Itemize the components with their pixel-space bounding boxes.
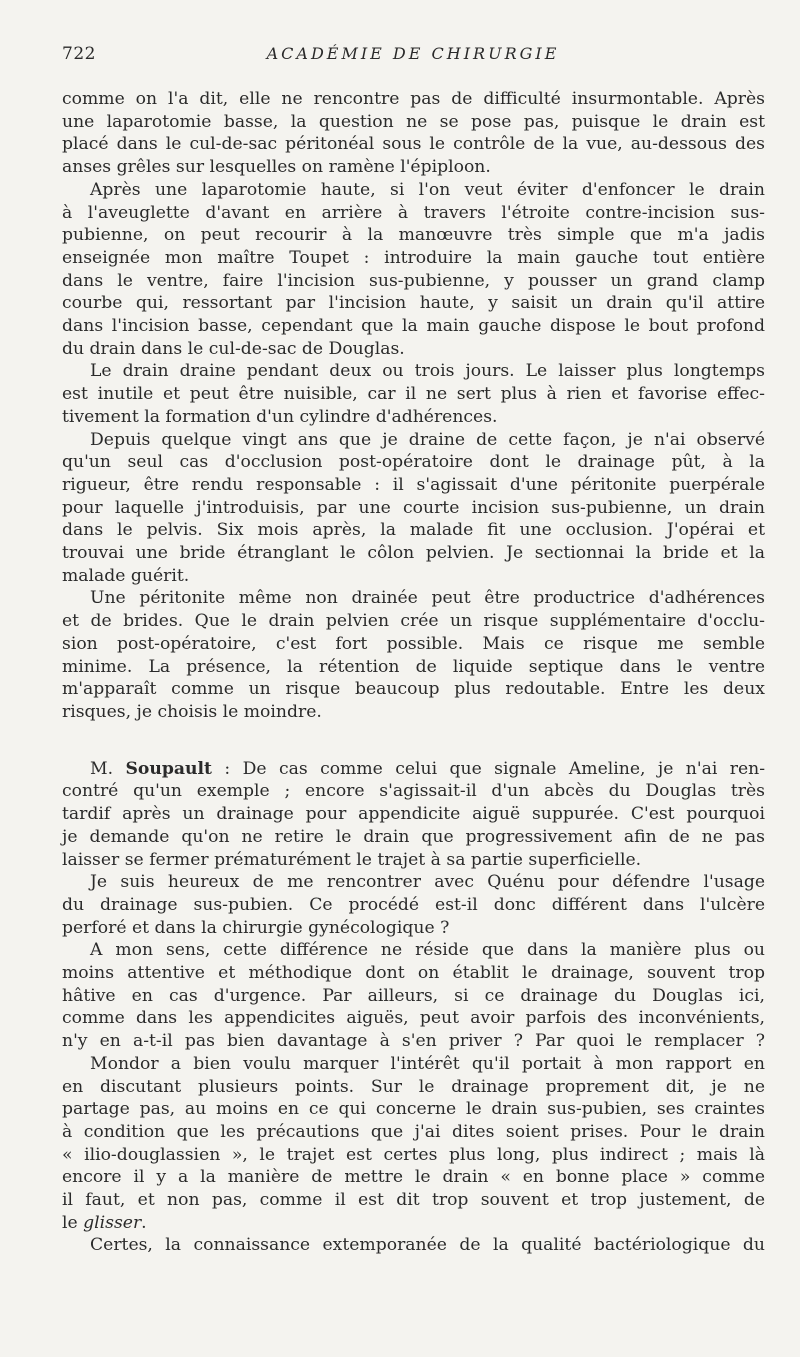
text-line: rigueur, être rendu responsable : il s'agissait d'une péritonite puerpérale xyxy=(62,474,765,495)
paragraph xyxy=(62,88,765,179)
text-line: est inutile et peut être nuisible, car il ne sert plus à rien et favorise effec- xyxy=(62,384,765,405)
text-line: qu'un seul cas d'occlusion post-opératoire dont le drainage pût, à la xyxy=(62,452,765,473)
text-line: Depuis quelque vingt ans que je draine de cette façon, je n'ai observé xyxy=(90,429,765,450)
intervention-paragraph xyxy=(62,758,765,872)
text-line: Mondor a bien voulu marquer l'intérêt qu'il portait à mon rapport en xyxy=(90,1053,765,1074)
text-line: Après une laparotomie haute, si l'on veut éviter d'enfoncer le drain xyxy=(90,179,765,200)
text-line: enseignée mon maître Toupet : introduire la main gauche tout entière xyxy=(62,247,765,268)
text-line: à condition que les précautions que j'ai dites soient prises. Pour le drain xyxy=(62,1121,765,1142)
paragraph xyxy=(62,871,765,939)
speaker-prefix: M. xyxy=(90,758,114,779)
text-line xyxy=(62,758,765,781)
text-line: anses grêles sur lesquelles on ramène l'épiploon. xyxy=(62,157,491,178)
text-line: une laparotomie basse, la question ne se pose pas, puisque le drain est xyxy=(62,111,765,132)
section-gap xyxy=(62,724,765,758)
paragraph xyxy=(62,1234,765,1257)
text-line: Certes, la connaissance extemporanée de la qualité bactériologique du xyxy=(90,1235,765,1256)
italic-word: glisser xyxy=(83,1212,142,1233)
text-line: tardif après un drainage pour appendicite aiguë suppurée. C'est pourquoi xyxy=(62,804,765,825)
text-line: du drain dans le cul-de-sac de Douglas. xyxy=(62,338,405,359)
line-prefix: le xyxy=(62,1212,78,1233)
text-line: sion post-opératoire, c'est fort possible. Mais ce risque me semble xyxy=(62,633,765,654)
text-line: risques, je choisis le moindre. xyxy=(62,701,322,722)
text-line: minime. La présence, la rétention de liquide septique dans le ventre xyxy=(62,656,765,677)
text-line: et de brides. Que le drain pelvien crée un risque supplémentaire d'occlu- xyxy=(62,611,765,632)
text-line: moins attentive et méthodique dont on établit le drainage, souvent trop xyxy=(62,963,765,984)
text-line: tivement la formation d'un cylindre d'adhérences. xyxy=(62,406,498,427)
text-line: n'y en a-t-il pas bien davantage à s'en priver ? Par quoi le remplacer ? xyxy=(62,1031,765,1052)
text-line: dans le ventre, faire l'incision sus-pubienne, y pousser un grand clamp xyxy=(62,270,765,291)
text-line: pubienne, on peut recourir à la manœuvre très simple que m'a jadis xyxy=(62,225,765,246)
text-line: encore il y a la manière de mettre le drain « en bonne place » comme xyxy=(62,1167,765,1188)
text-line: courbe qui, ressortant par l'incision haute, y saisit un drain qu'il attire xyxy=(62,293,765,314)
running-head: ACADÉMIE DE CHIRURGIE xyxy=(266,44,560,63)
paragraph xyxy=(62,179,765,361)
paragraph xyxy=(62,939,765,1053)
page-header xyxy=(62,44,764,72)
text-line: Une péritonite même non drainée peut être productrice d'adhérences xyxy=(90,588,765,609)
speaker-name: Soupault xyxy=(125,758,212,779)
text-line: laisser se fermer prématurément le trajet à sa partie superficielle. xyxy=(62,849,642,870)
text-line xyxy=(62,1212,765,1235)
text-line: Le drain draine pendant deux ou trois jours. Le laisser plus longtemps xyxy=(90,361,765,382)
text-line: du drainage sus-pubien. Ce procédé est-il donc différent dans l'ulcère xyxy=(62,894,765,915)
body-text xyxy=(62,88,765,1257)
text-line: pour laquelle j'introduisis, par une courte incision sus-pubienne, un drain xyxy=(62,497,765,518)
paragraph xyxy=(62,587,765,723)
text-line: trouvai une bride étranglant le côlon pelvien. Je sectionnai la bride et la xyxy=(62,543,765,564)
text-line: en discutant plusieurs points. Sur le drainage proprement dit, je ne xyxy=(62,1076,765,1097)
text-line: contré qu'un exemple ; encore s'agissait-il d'un abcès du Douglas très xyxy=(62,781,765,802)
text-line: m'apparaît comme un risque beaucoup plus redoutable. Entre les deux xyxy=(62,679,765,700)
text-line: « ilio-douglassien », le trajet est certes plus long, plus indirect ; mais là xyxy=(62,1144,765,1165)
text-line: Je suis heureux de me rencontrer avec Quénu pour défendre l'usage xyxy=(90,872,765,893)
text-line: dans le pelvis. Six mois après, la malade fit une occlusion. J'opérai et xyxy=(62,520,765,541)
text-line: comme dans les appendicites aiguës, peut avoir parfois des inconvénients, xyxy=(62,1008,765,1029)
text-line: dans l'incision basse, cependant que la main gauche dispose le bout profond xyxy=(62,316,765,337)
speaker-line-rest: : De cas comme celui que signale Ameline, je n'ai ren- xyxy=(224,758,766,779)
line-suffix: . xyxy=(141,1212,147,1233)
text-line: placé dans le cul-de-sac péritonéal sous le contrôle de la vue, au-dessous des xyxy=(62,134,765,155)
text-line: perforé et dans la chirurgie gynécologique ? xyxy=(62,917,450,938)
page-number: 722 xyxy=(62,44,96,64)
paragraph xyxy=(62,1053,765,1235)
text-line: hâtive en cas d'urgence. Par ailleurs, si ce drainage du Douglas ici, xyxy=(62,985,765,1006)
text-line: je demande qu'on ne retire le drain que progressivement afin de ne pas xyxy=(62,826,765,847)
paragraph xyxy=(62,429,765,588)
text-line: comme on l'a dit, elle ne rencontre pas de difficulté insurmontable. Après xyxy=(62,89,765,109)
text-line: à l'aveuglette d'avant en arrière à travers l'étroite contre-incision sus- xyxy=(62,202,765,223)
text-line: partage pas, au moins en ce qui concerne le drain sus-pubien, ses craintes xyxy=(62,1099,765,1120)
text-line: malade guérit. xyxy=(62,565,190,586)
paragraph xyxy=(62,360,765,428)
text-line: A mon sens, cette différence ne réside que dans la manière plus ou xyxy=(90,940,765,961)
text-line: il faut, et non pas, comme il est dit trop souvent et trop justement, de xyxy=(62,1190,765,1211)
